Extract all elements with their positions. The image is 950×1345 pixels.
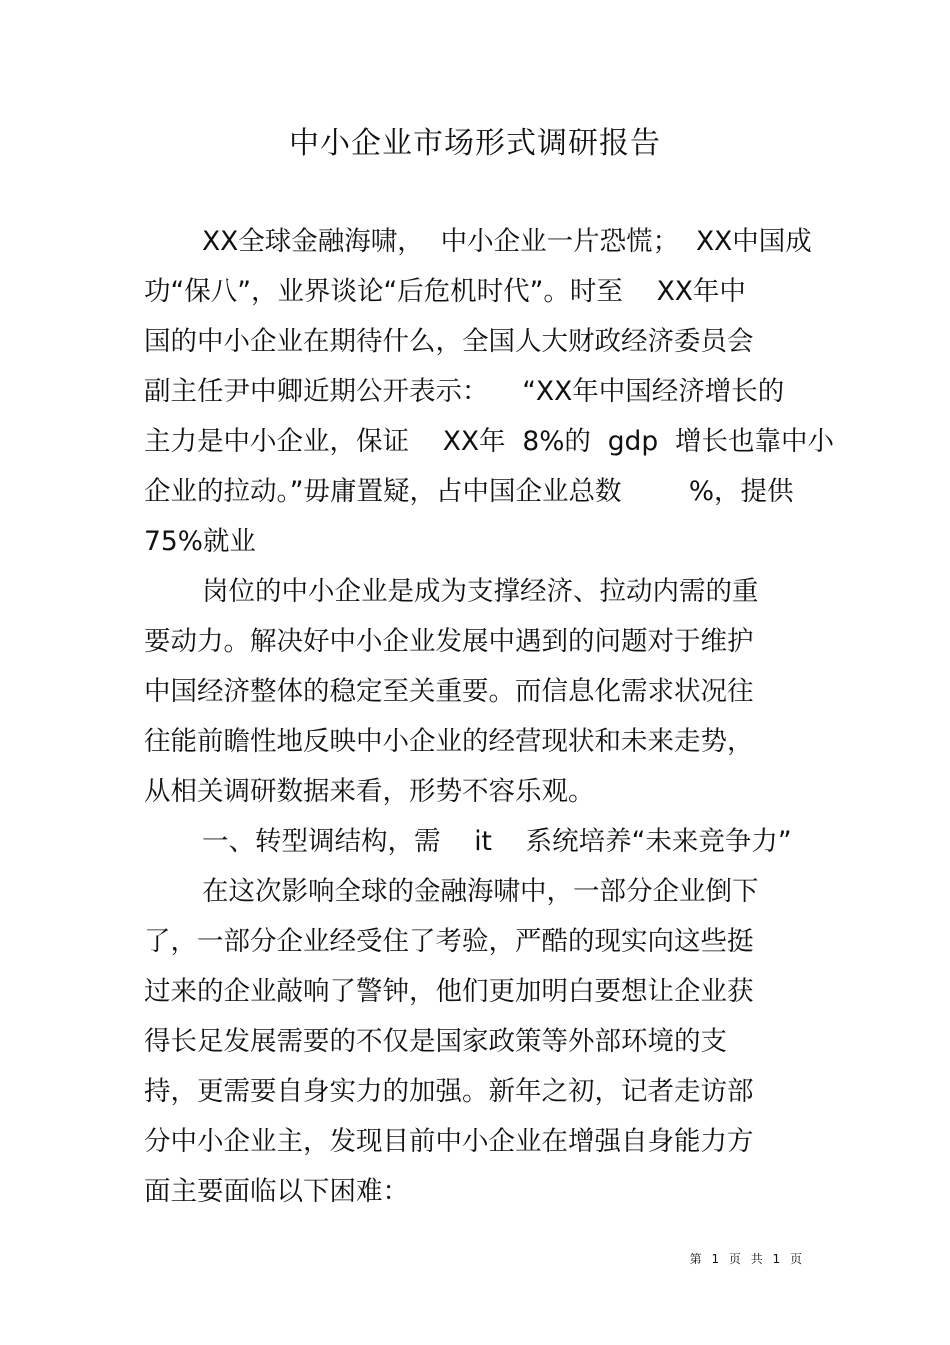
text-line: 中国经济整体的稳定至关重要。而信息化需求状况往 <box>144 676 754 707</box>
section-heading: 一、转型调结构，需 it 系统培养“未来竞争力” <box>202 826 792 857</box>
page-number: 第 1 页 共 1 页 <box>689 1252 805 1266</box>
text-line: 功“保八”，业界谈论“后危机时代”。时至 XX年中 <box>144 276 746 307</box>
text-line: 副主任尹中卿近期公开表示： “XX年中国经济增长的 <box>144 376 785 407</box>
text-line: 得长足发展需要的不仅是国家政策等外部环境的支 <box>144 1026 727 1057</box>
text-line: 主力是中小企业，保证 XX年 8%的 gdp 增长也靠中小 <box>144 426 835 457</box>
document-title: 中小企业市场形式调研报告 <box>289 126 661 161</box>
text-line: 岗位的中小企业是成为支撑经济、拉动内需的重 <box>202 576 759 607</box>
text-line: 了，一部分企业经受住了考验，严酷的现实向这些挺 <box>144 926 754 957</box>
text-line: 分中小企业主，发现目前中小企业在增强自身能力方 <box>144 1126 754 1157</box>
text-line: 持，更需要自身实力的加强。新年之初，记者走访部 <box>144 1076 754 1107</box>
text-line: XX全球金融海啸， 中小企业一片恐慌； XX中国成 <box>202 226 812 257</box>
text-line: 要动力。解决好中小企业发展中遇到的问题对于维护 <box>144 626 754 657</box>
text-line: 往能前瞻性地反映中小企业的经营现状和未来走势， <box>144 726 754 757</box>
text-line: 面主要面临以下困难： <box>144 1176 409 1207</box>
text-line: 在这次影响全球的金融海啸中，一部分企业倒下 <box>202 876 759 907</box>
text-line: 企业的拉动。”毋庸置疑，占中国企业总数 %，提供 <box>144 476 794 507</box>
text-line: 国的中小企业在期待什么，全国人大财政经济委员会 <box>144 326 754 357</box>
text-line: 75%就业 <box>144 526 256 557</box>
text-line: 过来的企业敲响了警钟，他们更加明白要想让企业获 <box>144 976 754 1007</box>
text-line: 从相关调研数据来看，形势不容乐观。 <box>144 776 595 807</box>
